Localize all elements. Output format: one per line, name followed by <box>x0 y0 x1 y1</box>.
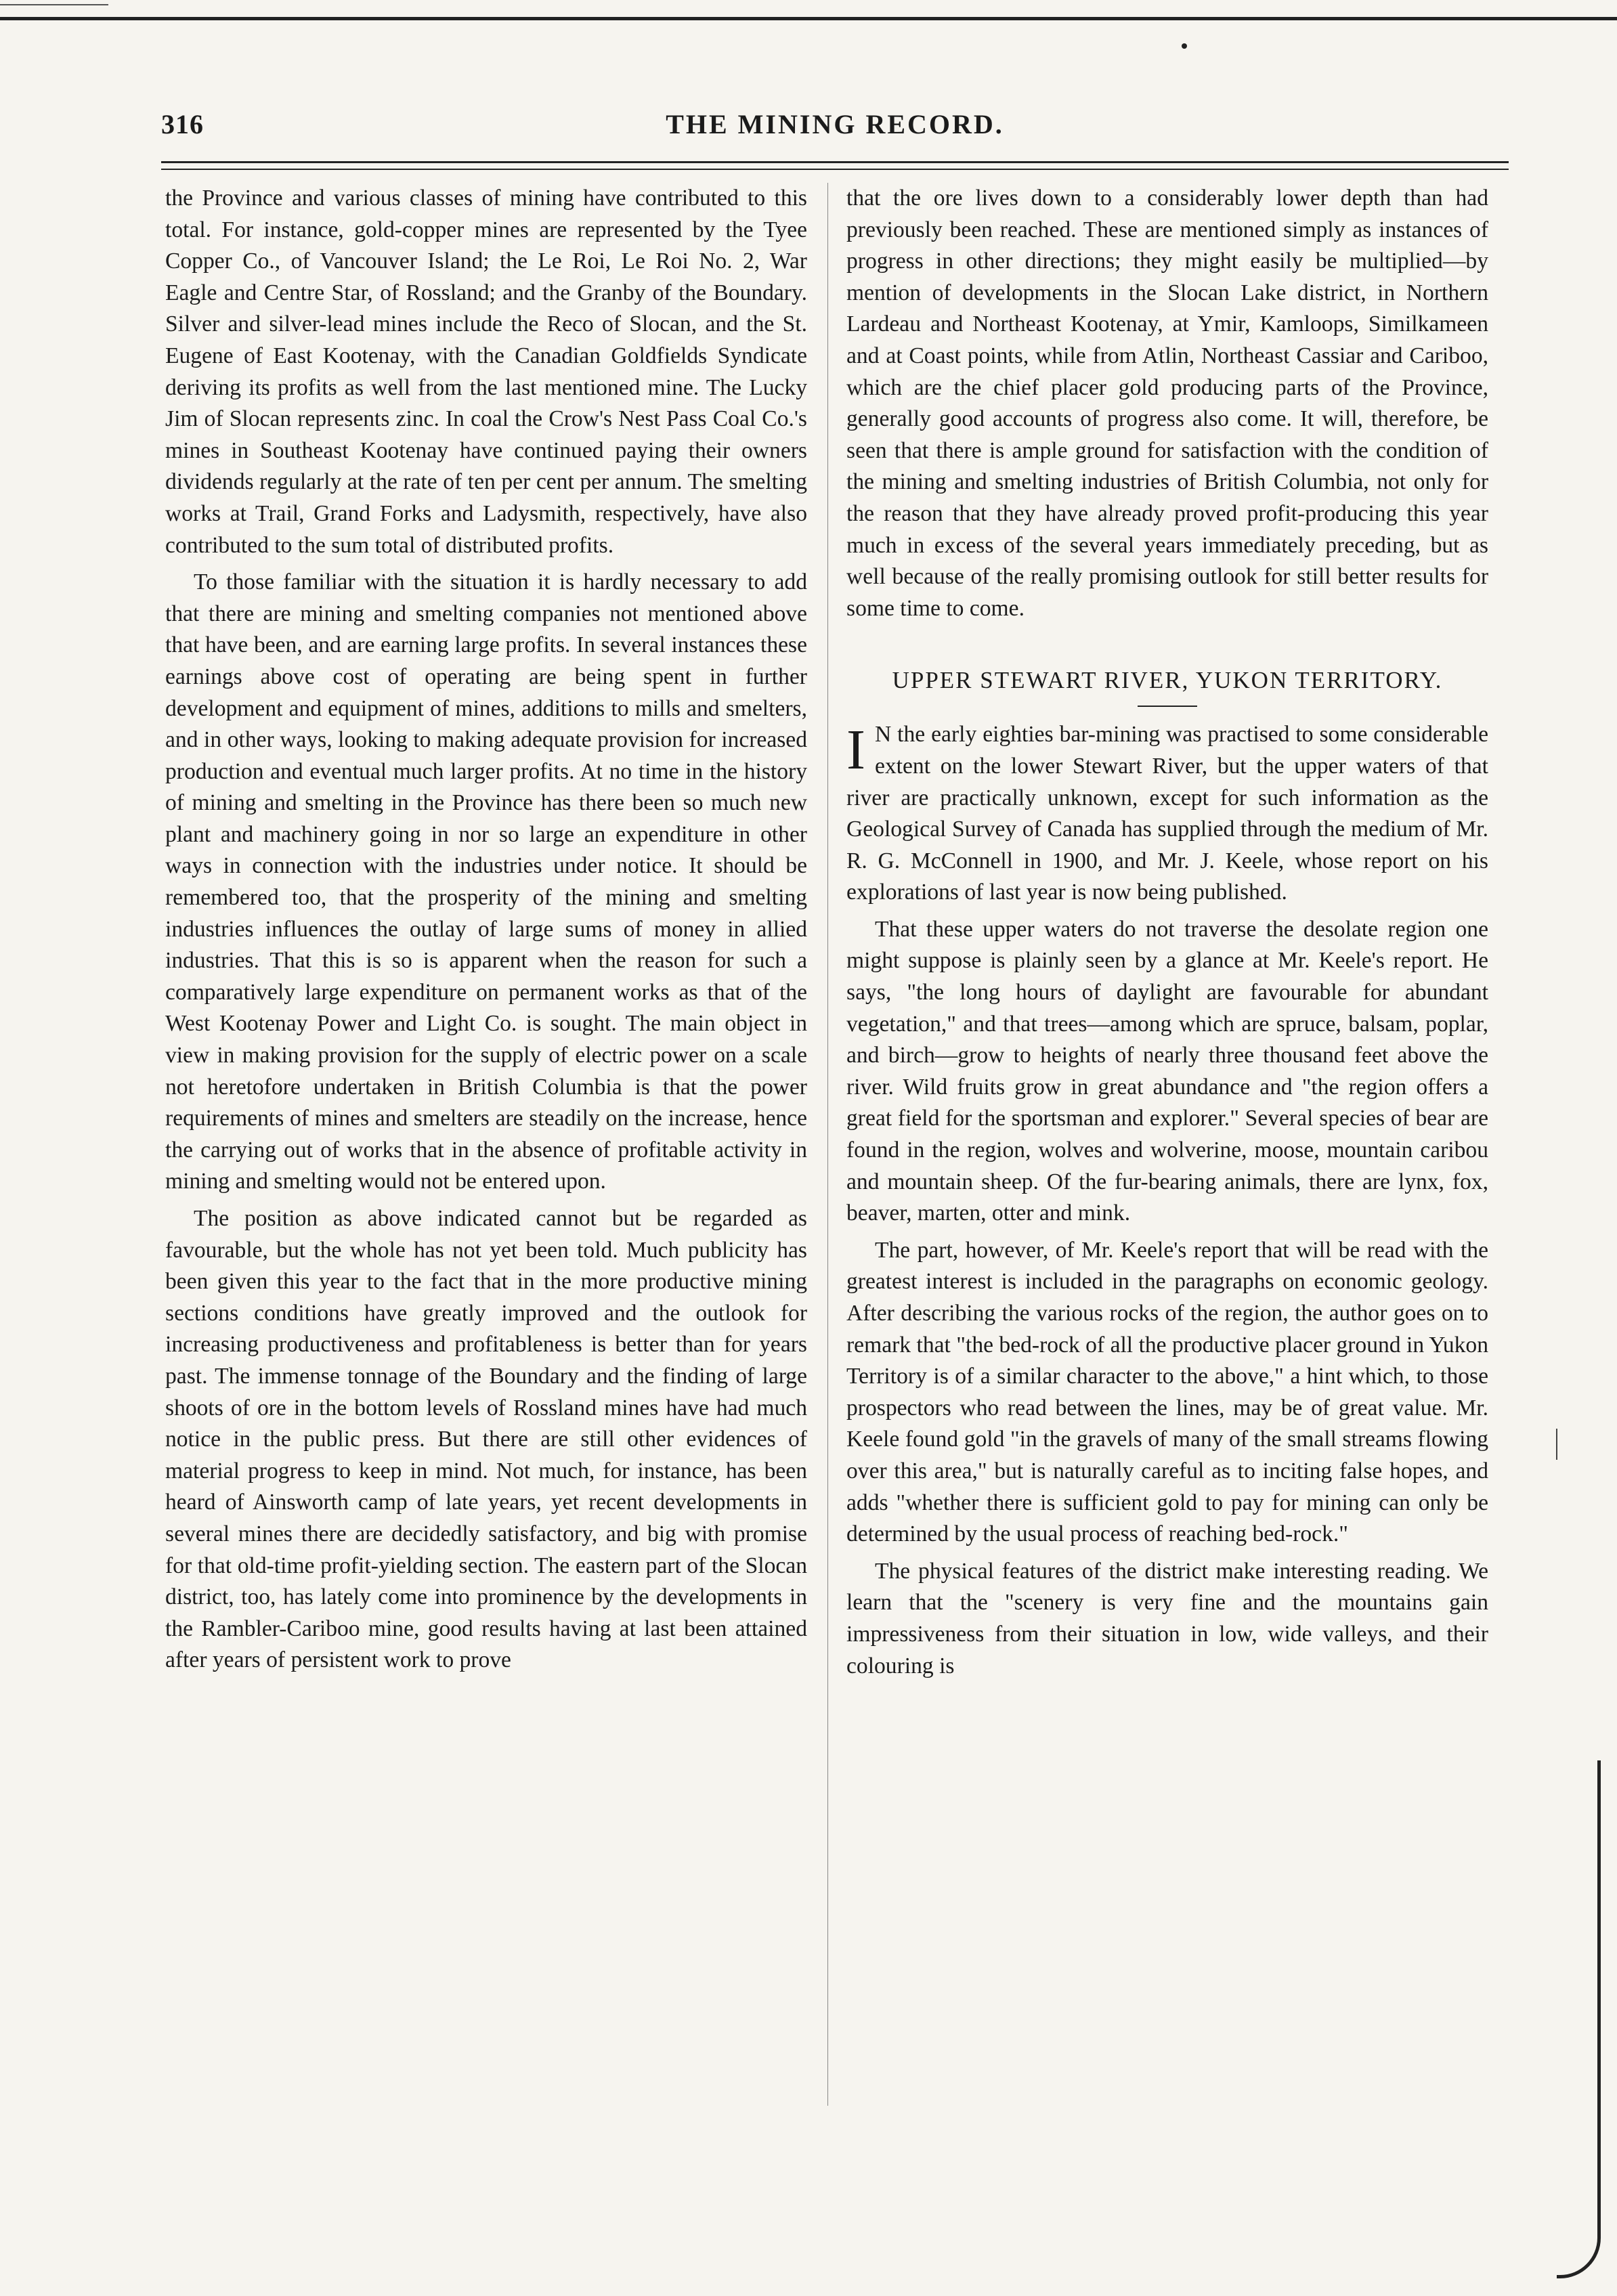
paragraph: The part, however, of Mr. Keele's report that will be read with the greatest interest is included in the paragraphs on economic geology. After describing the various rocks of the region, the author goes on to remark that "the bed-rock of all the productive placer ground in Yukon Territory is of a similar character to the above," a hint which, to those prospectors who read between the lines, may be of great value. Mr. Keele found gold "in the gravels of many of the small streams flowing over this area," but is naturally careful as to inciting false hopes, and adds "whether there is sufficient gold to pay for mining can only be determined by the usual process of reaching bed-rock." <box>846 1237 1488 1547</box>
paragraph: the Province and various classes of mining have contributed to this total. For instance, gold-copper mines are represented by the Tyee Copper Co., of Vancouver Island; the Le Roi, Le Roi No. 2, War Eagle and Centre Star, of Rossland; and the Granby of the Boundary. Silver and silver-lead mines include the Reco of Slocan, and the St. Eugene of East Kootenay, with the Canadian Goldfields Syndicate deriving its profits as well from the last mentioned mine. The Lucky Jim of Slocan represents zinc. In coal the Crow's Nest Pass Coal Co.'s mines in Southeast Kootenay have continued paying their owners dividends regularly at the rate of ten per cent per annum. The smelting works at Trail, Grand Forks and Ladysmith, respectively, have also contributed to the sum total of distributed profits. <box>165 186 807 558</box>
paragraph: That these upper waters do not traverse the desolate region one might suppose is plainly seen by a glance at Mr. Keele's report. He says, "the long hours of daylight are favourable for abundant vegetation," and that trees—among which are spruce, balsam, poplar, and birch—grow to heights of nearly three thousand feet above the river. Wild fruits grow in great abundance and "the region offers a great field for the sportsman and explorer." Several species of bear are found in the region, wolves and wolverine, moose, mountain caribou and mountain sheep. Of the fur-bearing animals, there are lynx, fox, beaver, marten, otter and mink. <box>846 916 1488 1226</box>
heading-rule <box>1138 706 1197 707</box>
page-number: 316 <box>161 109 204 139</box>
paragraph: The position as above indicated cannot but be regarded as favourable, but the whole has not yet been told. Much publicity has been given this year to the fact that in the more productive mining sections conditions have greatly improved and the outlook for increasing productiveness and profitableness is better than for years past. The immense tonnage of the Boundary and the finding of large shoots of ore in the bottom levels of Rossland mines have had much notice in the public press. But there are still other evidences of material progress to keep in mind. Not much, for instance, has been heard of Ainsworth camp of late years, yet recent developments in several mines there are decidedly satisfactory, and big with promise for that old-time profit-yielding section. The eastern part of the Slocan district, too, has lately come into prominence by the developments in the Rambler-Cariboo mine, good results having at last been attained after years of persistent work to prove <box>165 1206 807 1673</box>
paragraph: To those familiar with the situation it is hardly necessary to add that there are mining and smelting companies not mentioned above that have been, and are earning large profits. In several instances these earnings above cost of operating are being spent in further development and equipment of mines, additions to mills and smelters, and in other ways, looking to making adequate provision for increased production and eventual much larger profits. At no time in the history of mining and smelting in the Province has there been so much new plant and machinery going in nor so large an expenditure in other ways in connection with the industries under notice. It should be remembered too, that the prosperity of the mining and smelting industries influences the outlay of large sums of money in allied industries. That this is so is apparent when the reason for such a comparatively large expenditure on permanent works as that of the West Kootenay Power and Light Co. is sought. The main object in view in making provision for the supply of electric power on a scale not heretofore undertaken in British Columbia is that the power requirements of mines and smelters are steadily on the increase, hence the carrying out of works that in the absence of profitable activity in mining and smelting would not be entered upon. <box>165 569 807 1194</box>
right-column <box>846 183 1488 1682</box>
scan-page-edge <box>1557 1760 1601 2278</box>
scan-margin-mark <box>1556 1429 1557 1460</box>
drop-cap: I <box>846 718 865 782</box>
opening-paragraph-text: N the early eighties bar-mining was practised to some considerable extent on the lower Stewart River, but the upper waters of that river are practically unknown, except for such information as the Geological Survey of Canada has supplied through the medium of Mr. R. G. McConnell in 1900, and Mr. J. Keele, whose report on his explorations of last year is now being published. <box>846 722 1488 905</box>
column-divider <box>827 183 828 2106</box>
article-heading: UPPER STEWART RIVER, YUKON TERRITORY. <box>892 667 1443 694</box>
scan-top-edge <box>0 0 1617 20</box>
paragraph: that the ore lives down to a considerably lower depth than had previously been reached. These are mentioned simply as instances of progress in other directions; they might easily be multiplied—by mention of developments in the Slocan Lake district, in Northern Lardeau and Northeast Kootenay, at Ymir, Kamloops, Similkameen and at Coast points, while from Atlin, Northeast Cassiar and Cariboo, which are the chief placer gold producing parts of the Province, generally good accounts of progress also come. It will, therefore, be seen that there is ample ground for satisfaction with the condition of the mining and smelting industries of British Columbia, not only for the reason that they have already proved profit-producing this year much in excess of the several years immediately preceding, but as well because of the really promising outlook for still better results for some time to come. <box>846 186 1488 621</box>
journal-title: THE MINING RECORD. <box>666 109 1004 139</box>
left-column <box>165 183 807 1676</box>
opening-paragraph <box>846 719 1488 909</box>
paragraph: The physical features of the district make interesting reading. We learn that the "scenery is very fine and the mountains gain impressiveness from their situation in low, wide valleys, and their colouring is <box>846 1558 1488 1678</box>
header-rule <box>161 161 1509 170</box>
running-head <box>161 108 1509 149</box>
scan-speck <box>1182 43 1187 49</box>
